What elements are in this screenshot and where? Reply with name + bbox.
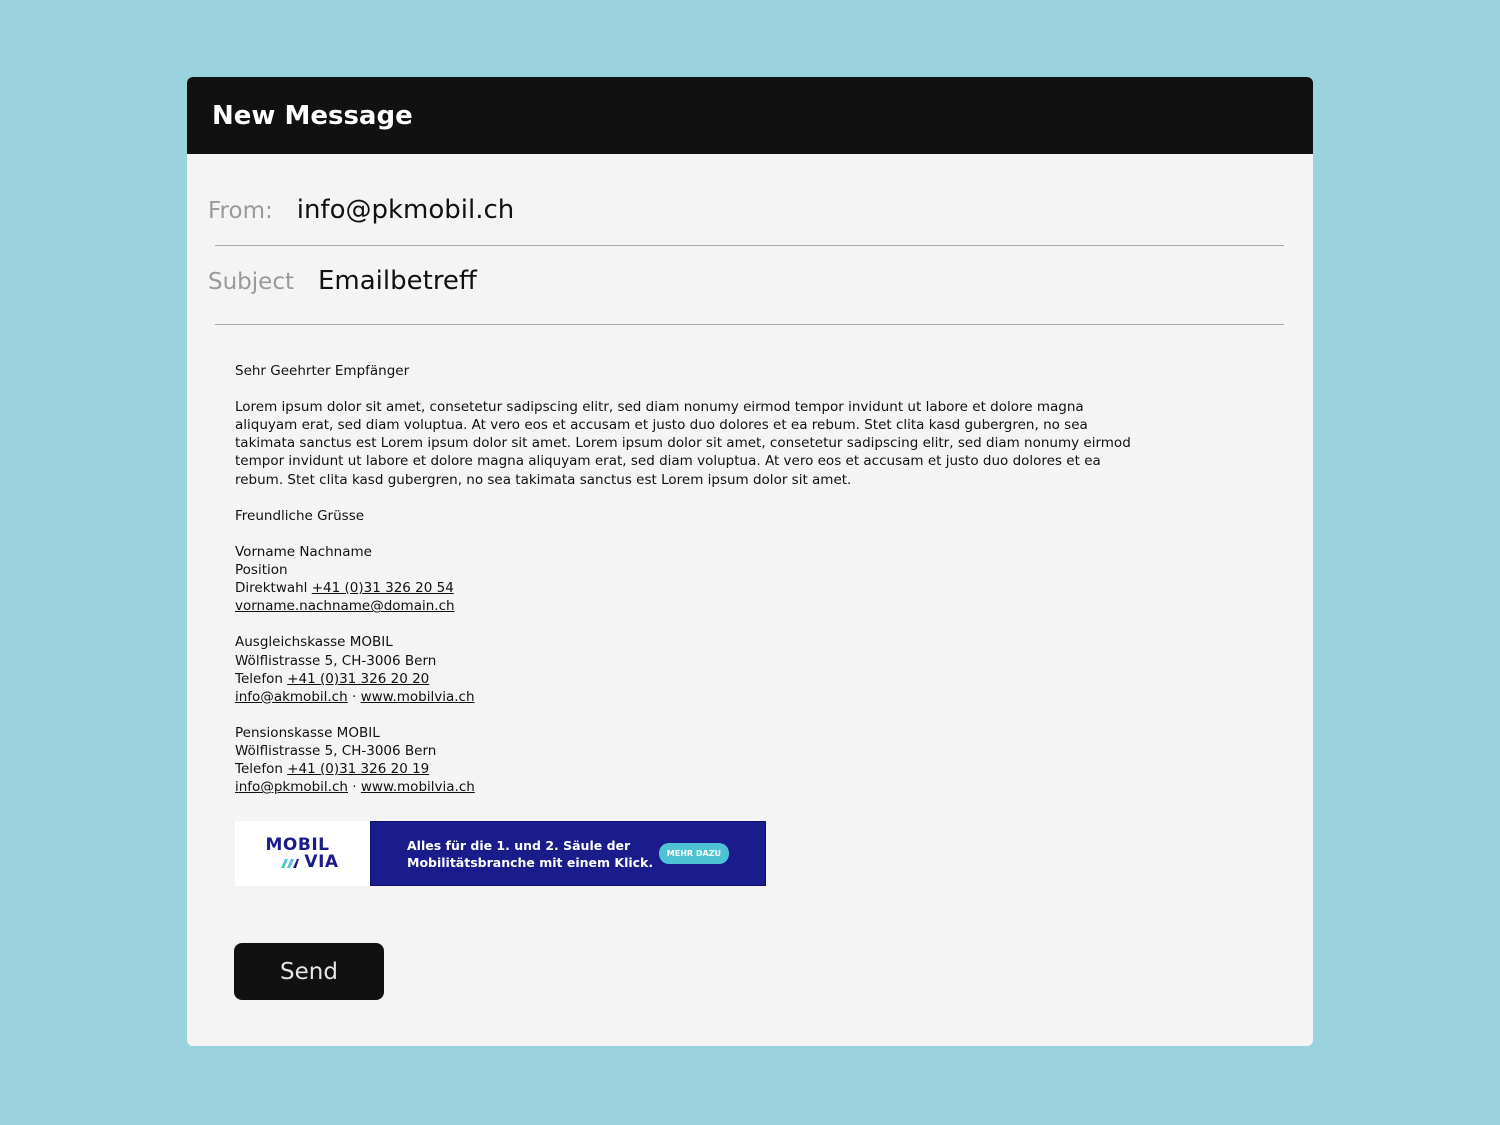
signature-email-link[interactable]: vorname.nachname@domain.ch [235, 598, 455, 615]
from-value[interactable]: info@pkmobil.ch [296, 195, 515, 225]
ak-email-link[interactable]: info@akmobil.ch [235, 688, 348, 705]
ak-phone-label: Telefon [235, 670, 283, 687]
separator: · [351, 688, 357, 705]
direct-label: Direktwahl [235, 580, 308, 597]
ak-website-link[interactable]: www.mobilvia.ch [360, 688, 475, 705]
ak-name: Ausgleichskasse MOBIL [235, 634, 393, 651]
subject-field[interactable] [208, 266, 477, 296]
signature-name: Vorname Nachname [235, 543, 372, 560]
mehr-dazu-button[interactable]: MEHR DAZU [659, 843, 729, 864]
mobilvia-logo [235, 821, 370, 886]
mobilvia-mark-icon [280, 856, 300, 869]
logo-text-top: MOBIL [265, 834, 330, 855]
pk-address: Wölflistrasse 5, CH-3006 Bern [235, 742, 437, 759]
pk-contact-line [235, 778, 1145, 796]
banner-content [370, 821, 766, 886]
logo-bottom-row [280, 851, 339, 872]
compose-titlebar [187, 77, 1313, 154]
pk-email-link[interactable]: info@pkmobil.ch [235, 779, 348, 796]
window-title: New Message [212, 100, 413, 131]
pk-phone-label: Telefon [235, 761, 283, 778]
from-field[interactable] [208, 195, 514, 225]
signature-email-line [235, 597, 1145, 615]
body-paragraph: Lorem ipsum dolor sit amet, consetetur sadipscing elitr, sed diam nonumy eirmod tempor invidunt ut labore et dolore magna aliquyam erat, sed diam voluptua. At vero eos et accusam et justo duo dolores et ea rebum. Stet clita kasd gubergren, no sea takimata sanctus est Lorem ipsum dolor sit amet. Lorem ipsum dolor sit amet, consetetur sadipscing elitr, sed diam nonumy eirmod tempor invidunt ut labore et dolore magna aliquyam erat, sed diam voluptua. At vero eos et accusam et justo duo dolores et ea rebum. Stet clita kasd gubergren, no sea takimata sanctus est Lorem ipsum dolor sit amet. [235, 399, 1131, 488]
mobilvia-banner[interactable] [235, 821, 766, 886]
signature-direct-line [235, 579, 1145, 597]
subject-label: Subject [208, 269, 294, 295]
pk-phone-line [235, 760, 1145, 778]
ak-contact-line [235, 688, 1145, 706]
pk-website-link[interactable]: www.mobilvia.ch [360, 779, 475, 796]
logo-text-bottom: VIA [304, 851, 339, 872]
closing: Freundliche Grüsse [235, 507, 365, 524]
direct-phone-link[interactable]: +41 (0)31 326 20 54 [311, 580, 454, 597]
pk-phone-link[interactable]: +41 (0)31 326 20 19 [287, 761, 430, 778]
message-body[interactable] [235, 362, 1145, 796]
subject-value[interactable]: Emailbetreff [317, 266, 477, 296]
ak-phone-line [235, 670, 1145, 688]
banner-text-line2: Mobilitätsbranche mit einem Klick. [407, 854, 654, 870]
compose-window [187, 77, 1313, 1046]
pk-name: Pensionskasse MOBIL [235, 724, 380, 741]
from-label: From: [208, 198, 273, 224]
ak-address: Wölflistrasse 5, CH-3006 Bern [235, 652, 437, 669]
separator: · [352, 779, 357, 796]
banner-text-line1: Alles für die 1. und 2. Säule der [407, 837, 631, 853]
divider [215, 324, 1284, 325]
signature-position: Position [235, 562, 288, 579]
ak-phone-link[interactable]: +41 (0)31 326 20 20 [287, 670, 430, 687]
send-button[interactable]: Send [234, 943, 384, 1000]
greeting: Sehr Geehrter Empfänger [235, 363, 410, 379]
banner-text [407, 837, 653, 871]
divider [215, 245, 1284, 246]
